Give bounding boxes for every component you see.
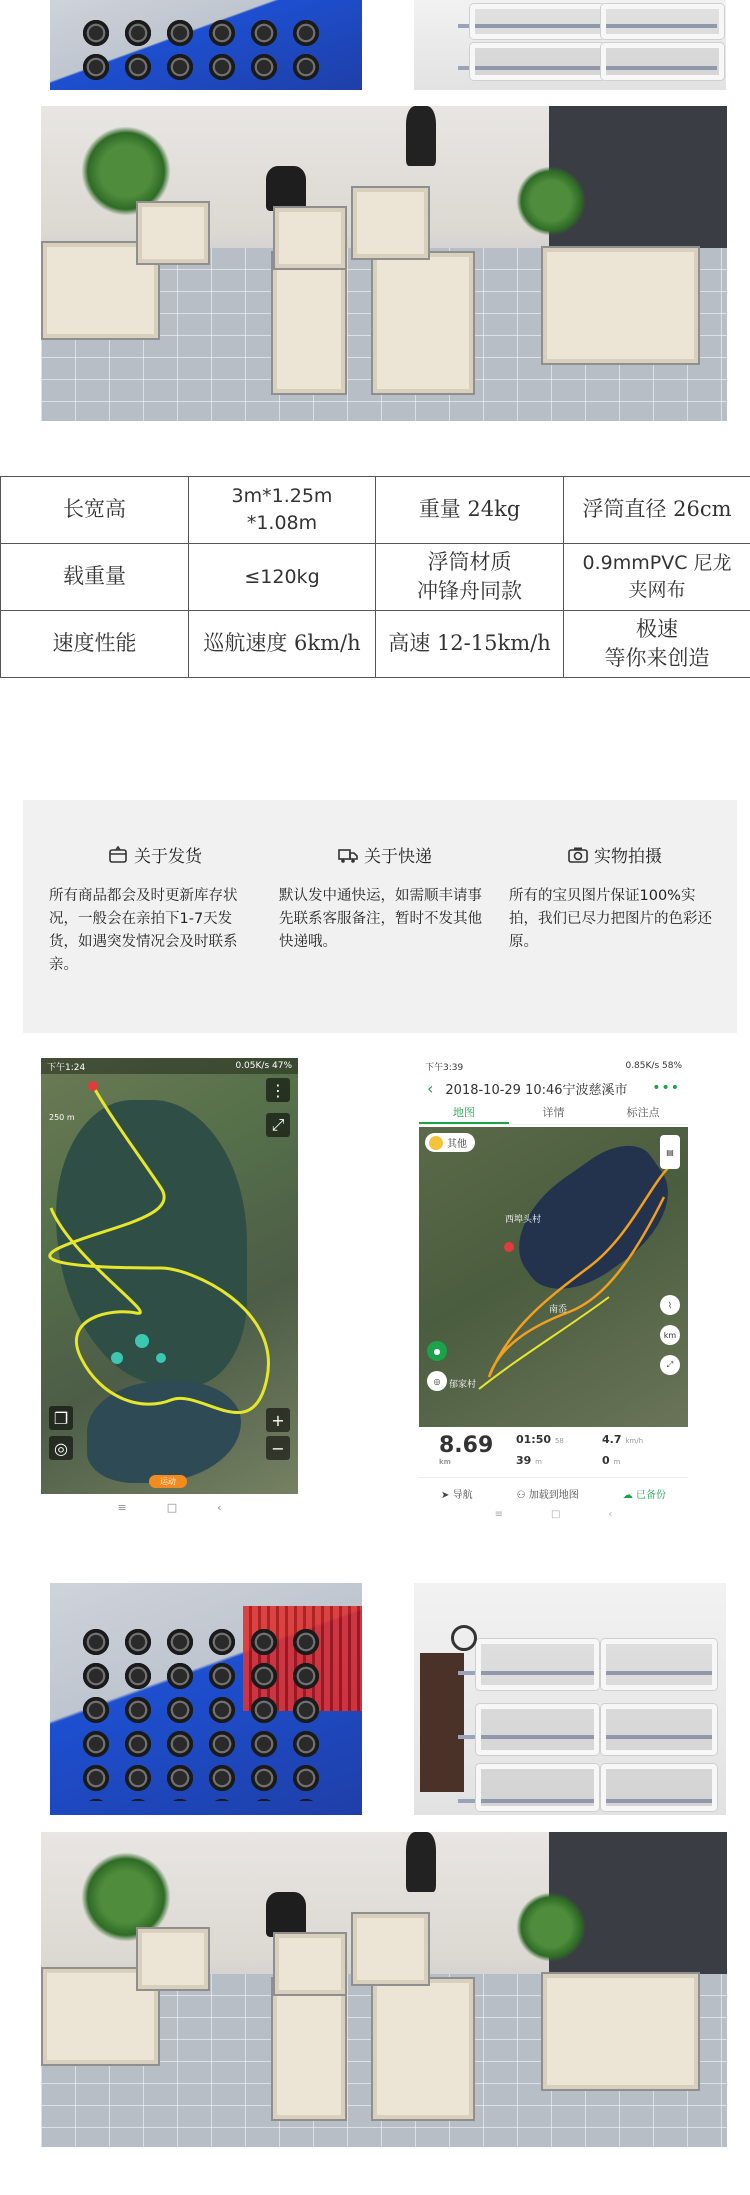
stat-speed: 4.7 — [602, 1433, 622, 1446]
tab-bar — [419, 1102, 688, 1125]
spec-value-load: ≤120kg — [189, 544, 376, 611]
spec-float-diameter: 浮筒直径 26cm — [564, 477, 750, 544]
navigate-button[interactable]: ➤ 导航 — [441, 1490, 473, 1501]
spec-float-fabric: 0.9mmPVC 尼龙 夹网布 — [564, 544, 750, 611]
photo-rack-top — [414, 0, 726, 90]
status-time: 下午3:39 — [425, 1062, 464, 1073]
stat-cal: 39 — [516, 1454, 532, 1467]
nav-home-icon[interactable]: □ — [166, 1500, 178, 1514]
zoom-in-button[interactable]: + — [266, 1408, 290, 1432]
locate-icon[interactable]: ◎ — [427, 1371, 447, 1391]
stat-climb: 0 — [602, 1454, 610, 1467]
spec-label-load: 载重量 — [1, 544, 189, 611]
photo-bins-top — [50, 0, 362, 90]
info-shipping-title: 关于发货 — [134, 847, 202, 867]
load-to-map-button[interactable]: ⚇ 加载到地图 — [516, 1490, 579, 1501]
stat-time: 01:50 — [516, 1433, 552, 1446]
nav-back-icon[interactable]: ‹ — [608, 1509, 613, 1520]
nav-home-icon[interactable]: □ — [550, 1509, 561, 1520]
info-delivery-title: 关于快递 — [364, 847, 432, 867]
info-delivery-body: 默认发中通快运，如需顺丰请事先联系客服备注，暂时不发其他快递哦。 — [279, 888, 482, 950]
camera-icon — [568, 846, 588, 864]
table-row — [1, 611, 750, 678]
spec-label-speed: 速度性能 — [1, 611, 189, 678]
layers-icon[interactable]: ❐ — [49, 1406, 73, 1430]
package-icon — [108, 846, 128, 864]
truck-icon — [338, 846, 358, 864]
chart-icon[interactable]: ⌇ — [660, 1295, 680, 1315]
spec-high-speed: 高速 12-15km/h — [376, 611, 564, 678]
locate-icon[interactable]: ◎ — [49, 1436, 73, 1460]
info-delivery — [279, 842, 491, 954]
action-bar — [419, 1477, 688, 1509]
info-shipping-body: 所有商品都会及时更新库存状况，一般会在亲拍下1-7天发货，如遇突发情况会及时联系亲。 — [49, 888, 238, 973]
distance-unit: km — [439, 1458, 451, 1466]
spec-weight: 重量 24kg — [376, 477, 564, 544]
photo-bins — [50, 1583, 362, 1815]
back-icon[interactable]: ‹ — [427, 1078, 434, 1098]
spec-top-speed: 极速 等你来创造 — [564, 611, 750, 678]
more-icon[interactable]: ••• — [652, 1080, 680, 1096]
status-right: 0.85K/s 58% — [625, 1061, 682, 1071]
photo-warehouse-top — [41, 106, 727, 421]
km-button[interactable]: km — [660, 1325, 680, 1345]
location-pin-icon[interactable]: ● — [427, 1341, 447, 1361]
spec-table — [0, 476, 750, 678]
zoom-out-button[interactable]: − — [266, 1436, 290, 1460]
category-tag[interactable]: 其他 — [425, 1133, 475, 1152]
nav-back-icon[interactable]: ‹ — [217, 1500, 222, 1514]
status-right: 0.05K/s 47% — [235, 1061, 292, 1071]
photo-rack — [414, 1583, 726, 1815]
tab-details[interactable]: 详情 — [542, 1106, 565, 1119]
spec-float-material: 浮筒材质 冲锋舟同款 — [376, 544, 564, 611]
track-route — [41, 1058, 298, 1520]
place-label: 西埠头村 — [505, 1215, 542, 1225]
spec-value-dimensions: 3m*1.25m *1.08m — [189, 477, 376, 544]
more-icon[interactable]: ⋮ — [266, 1078, 290, 1102]
status-time: 下午1:24 — [47, 1062, 86, 1073]
tab-map[interactable]: 地图 — [419, 1102, 509, 1124]
spec-cruise-speed: 巡航速度 6km/h — [189, 611, 376, 678]
route-map[interactable] — [419, 1127, 688, 1427]
sport-button[interactable]: 运动 — [149, 1475, 187, 1488]
spec-label-dimensions: 长宽高 — [1, 477, 189, 544]
map-screenshot-right — [419, 1058, 688, 1566]
distance-value: 8.69 — [439, 1433, 494, 1458]
info-photos-body: 所有的宝贝图片保证100%实拍，我们已尽力把图片的色彩还原。 — [509, 888, 712, 950]
table-row — [1, 544, 750, 611]
place-label: 南岙 — [549, 1305, 568, 1315]
tab-markers[interactable]: 标注点 — [626, 1106, 660, 1119]
info-shipping — [49, 842, 261, 977]
fullscreen-icon[interactable]: ⤢ — [266, 1113, 290, 1137]
info-photos-title: 实物拍摄 — [594, 847, 662, 867]
stats-panel: 8.69 km 01:50 58 39 m 4.7 km/h 0 m — [439, 1433, 644, 1467]
map-screenshot-left — [41, 1058, 298, 1520]
nav-menu-icon[interactable]: ≡ — [117, 1500, 127, 1514]
record-title: 2018-10-29 10:46宁波慈溪市 — [445, 1082, 628, 1098]
nav-menu-icon[interactable]: ≡ — [494, 1509, 503, 1520]
layers-icon[interactable]: ▤ — [660, 1135, 680, 1169]
info-panel — [23, 800, 737, 1033]
table-row — [1, 477, 750, 544]
info-photos — [509, 842, 721, 954]
map-scale: 250 m — [49, 1113, 75, 1122]
place-label: 郁家村 — [449, 1380, 477, 1390]
photo-warehouse — [41, 1832, 727, 2147]
fullscreen-icon[interactable]: ⤢ — [660, 1355, 680, 1375]
backup-status[interactable]: ☁ 已备份 — [622, 1490, 666, 1501]
